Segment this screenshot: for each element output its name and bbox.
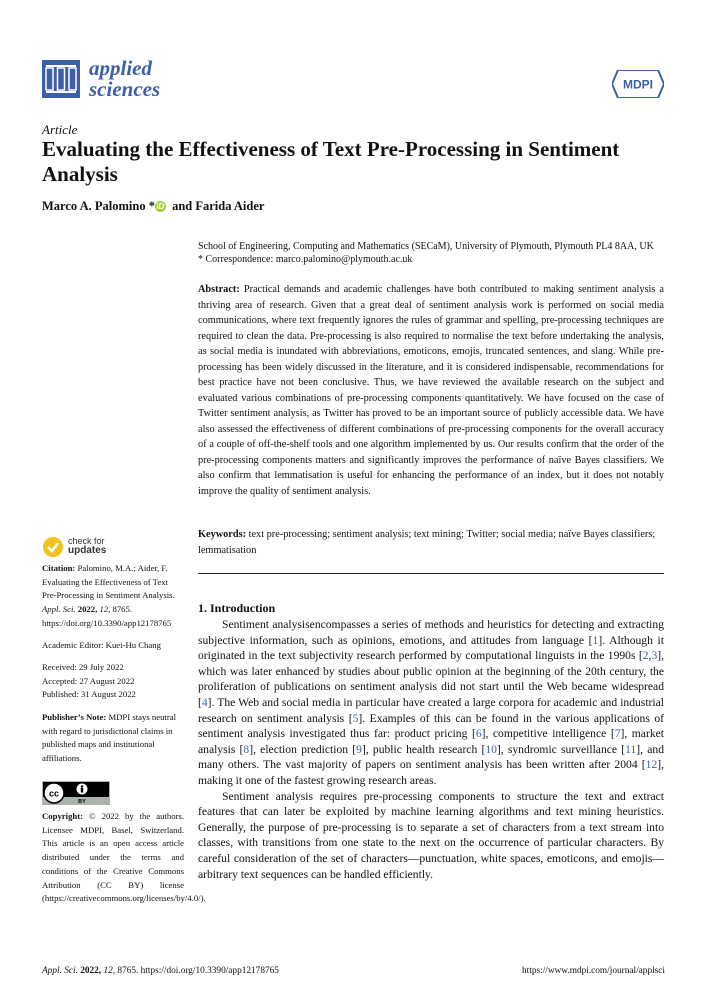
section-heading: 1. Introduction xyxy=(198,601,276,615)
dates-block xyxy=(42,661,184,702)
keywords-label: Keywords: xyxy=(198,529,247,540)
accepted-date: Accepted: 27 August 2022 xyxy=(42,675,135,686)
page-title: Evaluating the Effectiveness of Text Pre-Processing in Sentiment Analysis xyxy=(42,137,620,186)
article-type: Article xyxy=(42,122,78,137)
citation-journal: Appl. Sci. xyxy=(42,604,76,615)
footer-year: 2022, xyxy=(77,966,102,976)
paragraph-2: Sentiment analysis requires pre-processing components to structure the text and extract features that can later be exploited by machine learning algorithms and text mining heuristics. Generally, the purpose of pre-processing is to separate a set of characters from a text stream into classes, with transitions from one state to the next on the occurrence of particular characters. By careful consideration of the set of characters—punctuation, white spaces, emoticons, and emojis—arbitrary text sequences can be handled efficiently. xyxy=(198,789,664,881)
mdpi-logo xyxy=(612,70,664,98)
keywords xyxy=(198,527,664,558)
ref-link[interactable]: 8 xyxy=(243,742,250,756)
ref-link[interactable]: 11 xyxy=(625,742,637,756)
journal-logo xyxy=(42,58,172,103)
copyright-text: © 2022 by the authors. Licensee MDPI, Basel, Switzerland. This article is an open access article distributed under the terms and conditions of the Creative Commons Attribution (CC BY) license (https://creativecommons.org/licenses/by/4.0/). xyxy=(42,811,206,904)
ref-link[interactable]: 6 xyxy=(475,727,482,741)
footer-doi[interactable]: 8765. https://doi.org/10.3390/app12178765 xyxy=(115,966,279,976)
abstract-text: Practical demands and academic challenges have both contributed to making sentiment analysis a thriving area of research. Given that a great deal of sentiment analysis work is performed on social media communications, where text frequently ignores the rules of grammar and spelling, pre-processing techniques are required to clean the data. Pre-processing is also required to normalise the text before undertaking the analysis, as social media is inundated with abbreviations, emoticons, emojis, truncated sentences, and slang. While pre-processing has been widely discussed in the literature, and it is considered indispensable, recommendations for best practice have not been conclusive. Thus, we have reviewed the available research on the subject and evaluated various combinations of pre-processing components quantitatively. We have focused on the case of Twitter sentiment analysis, as Twitter has proved to be an important source of publicly accessible data. We have also assessed the effectiveness of different combinations of pre-processing components for the overall accuracy of a couple of off-the-shelf tools and one algorithm implemented by us. Our results confirm that the order of the pre-processing components matters and significantly improves the performance of naïve Bayes classifiers. We also confirm that lemmatisation is useful for enhancing the performance of an index, but it does not notably improve the quality of sentiment analysis. xyxy=(198,284,664,497)
citation xyxy=(42,562,184,631)
paragraph-1: Sentiment analysisencompasses a series of methods and heuristics for detecting and extracting subjective information, such as opinions, emotions, and attitudes from language [1]. Although it originated in the text subjectivity research performed by computational linguists in the 1990s [2,3], which was later enhanced by studies about public opinion at the beginning of the 20th century, the proliferation of publications on sentiment analysis did not start until the Web became widespread [4]. The Web and social media in particular have created a large corpora for academic and industrial research on sentiment analysis [5]. Examples of this can be found in the various applications of sentiment analysis investigated thus far: product pricing [6], competitive intelligence [7], market analysis [8], election prediction [9], public health research [10], syndromic surveillance [11], and many others. The vast majority of papers on sentiment analysis has been written after 2004 [12], making it one of the fastest growing research areas. xyxy=(198,618,665,787)
citation-year: 2022, xyxy=(75,604,98,615)
journal-name-line1: applied xyxy=(89,56,152,80)
svg-text:cc: cc xyxy=(48,788,60,799)
divider xyxy=(198,573,664,574)
authors xyxy=(42,199,264,214)
journal-name-line2: sciences xyxy=(89,77,161,101)
journal-logo-icon xyxy=(42,60,80,98)
citation-label: Citation: xyxy=(42,563,76,573)
abstract-label: Abstract: xyxy=(198,284,240,295)
footer-citation xyxy=(42,966,279,976)
published-date: Published: 31 August 2022 xyxy=(42,689,136,700)
citation-text: Palomino, M.A.; Aider, F. Evaluating the Effectiveness of Text Pre-Processing in Sentiment Analysis. xyxy=(42,563,175,601)
cc-by-license-icon[interactable] xyxy=(42,781,110,805)
copyright-label: Copyright: xyxy=(42,811,84,821)
ref-link[interactable]: 10 xyxy=(485,742,497,756)
keywords-text: text pre-processing; sentiment analysis; text mining; Twitter; social media; naïve Bayes classifiers; lemmatisation xyxy=(198,529,656,556)
footer-journal: Appl. Sci. xyxy=(42,966,78,976)
author-connector: and xyxy=(168,199,196,213)
check-for-label: check for xyxy=(68,536,105,546)
updates-label: updates xyxy=(68,545,107,556)
section-body xyxy=(198,617,664,882)
ref-link[interactable]: 5 xyxy=(352,711,359,725)
received-date: Received: 29 July 2022 xyxy=(42,662,124,672)
publisher-name: MDPI xyxy=(623,77,653,92)
ref-link[interactable]: 12 xyxy=(645,758,658,772)
citation-doi[interactable]: 8765. https://doi.org/10.3390/app12178765 xyxy=(42,604,172,628)
correspondence: * Correspondence: marco.palomino@plymouth.ac.uk xyxy=(198,254,413,265)
orcid-icon[interactable]: iD xyxy=(156,202,165,211)
footer-volume: 12, xyxy=(101,966,116,976)
ref-link[interactable]: 4 xyxy=(201,695,208,709)
author-2[interactable]: Farida Aider xyxy=(195,199,265,213)
ref-link[interactable]: 1 xyxy=(592,633,599,647)
affiliation-block xyxy=(198,240,668,266)
copyright xyxy=(42,810,206,906)
check-updates-icon xyxy=(42,536,64,558)
publisher-note-text: MDPI stays neutral with regard to jurisdictional claims in published maps and institutional affiliations. xyxy=(42,712,176,764)
affiliation: School of Engineering, Computing and Mathematics (SECaM), University of Plymouth, Plymouth PL4 8AA, UK xyxy=(198,241,654,252)
cc-by-label: BY xyxy=(78,799,86,805)
ref-link[interactable]: 3 xyxy=(651,649,658,663)
footer-journal-url[interactable]: https://www.mdpi.com/journal/applsci xyxy=(522,966,665,976)
publisher-note-label: Publisher’s Note: xyxy=(42,712,107,722)
author-1[interactable]: Marco A. Palomino * xyxy=(42,199,155,213)
ref-link[interactable]: 2 xyxy=(642,649,649,663)
publisher-note xyxy=(42,711,184,766)
academic-editor: Academic Editor: Kuei-Hu Chang xyxy=(42,640,161,650)
ref-link[interactable]: 7 xyxy=(614,727,621,741)
check-for-updates[interactable] xyxy=(42,535,162,559)
citation-volume: 12, xyxy=(97,604,111,615)
abstract xyxy=(198,282,664,499)
ref-link[interactable]: 9 xyxy=(356,742,362,756)
